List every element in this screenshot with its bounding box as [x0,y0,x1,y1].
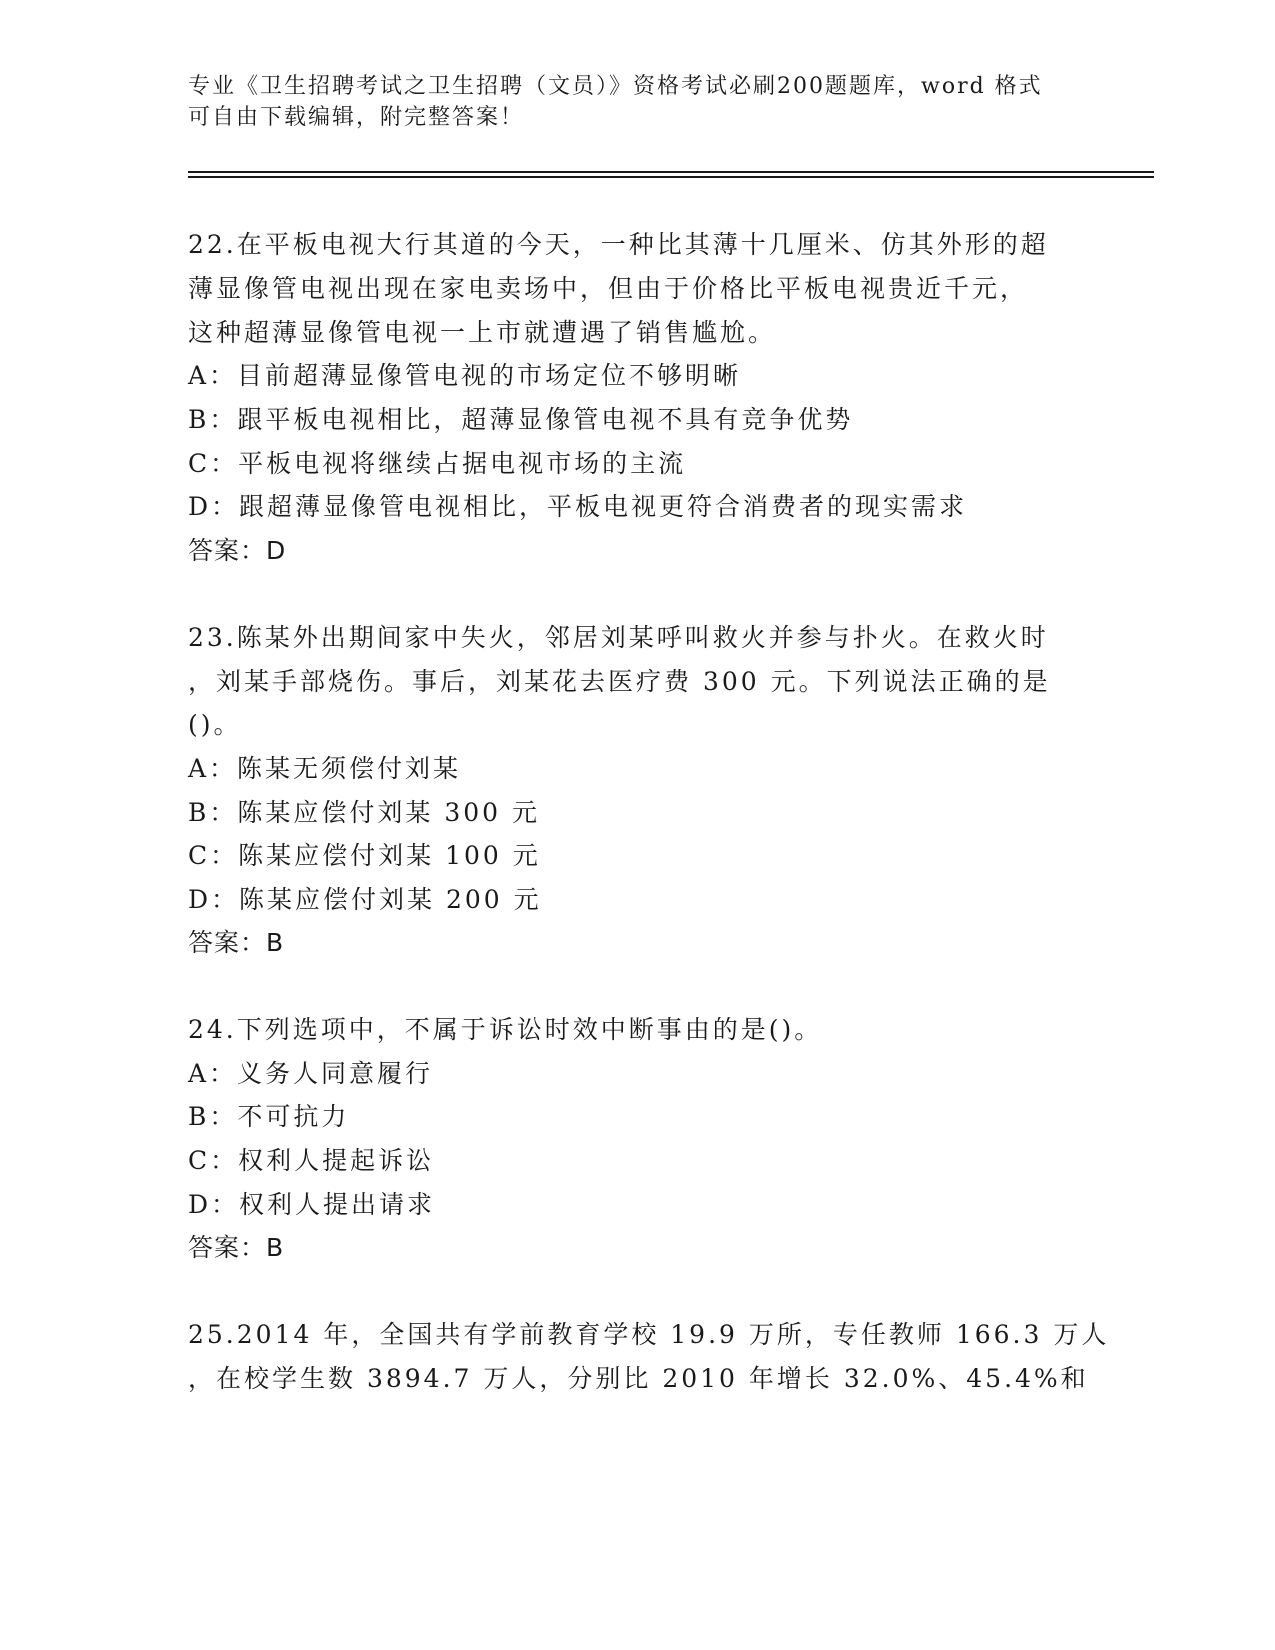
question-stem-line: ，刘某手部烧伤。事后，刘某花去医疗费 300 元。下列说法正确的是 [188,667,1051,696]
question-stem-line: 这种超薄显像管电视一上市就遭遇了销售尴尬。 [188,318,777,347]
option-b: B：跟平板电视相比，超薄显像管电视不具有竞争优势 [188,405,854,434]
option-d: D：陈某应偿付刘某 200 元 [188,885,542,914]
answer-label: 答案：D [188,536,287,565]
header-title-line-2: 可自由下载编辑，附完整答案！ [188,105,525,130]
option-c: C：权利人提起诉讼 [188,1146,435,1175]
question-stem-line: 25.2014 年，全国共有学前教育学校 19.9 万所，专任教师 166.3 万人 [188,1320,1110,1349]
answer-label: 答案：B [188,1233,285,1262]
question-stem-line: ，在校学生数 3894.7 万人，分别比 2010 年增长 32.0%、45.4%和 [188,1364,1089,1393]
option-d: D：跟超薄显像管电视相比，平板电视更符合消费者的现实需求 [188,492,968,521]
question-stem-line: 薄显像管电视出现在家电卖场中，但由于价格比平板电视贵近千元， [188,274,1029,303]
option-b: B：陈某应偿付刘某 300 元 [188,798,540,827]
option-a: A：陈某无须偿付刘某 [188,754,462,783]
option-d: D：权利人提出请求 [188,1190,436,1219]
option-c: C：平板电视将继续占据电视市场的主流 [188,449,687,478]
question-stem-line: 22.在平板电视大行其道的今天，一种比其薄十几厘米、仿其外形的超 [188,230,1049,259]
question-stem-line: ()。 [188,710,242,739]
answer-label: 答案：B [188,928,285,957]
option-b: B：不可抗力 [188,1102,350,1131]
option-c: C：陈某应偿付刘某 100 元 [188,841,541,870]
header-divider-top [188,171,1154,173]
question-stem-line: 23.陈某外出期间家中失火，邻居刘某呼叫救火并参与扑火。在救火时 [188,623,1049,652]
option-a: A：目前超薄显像管电视的市场定位不够明晰 [188,361,742,390]
header-title-line-1: 专业《卫生招聘考试之卫生招聘（文员）》资格考试必刷200题题库，word 格式 [188,74,1043,99]
option-a: A：义务人同意履行 [188,1059,434,1088]
header-divider-bottom [188,176,1154,178]
question-stem-line: 24.下列选项中，不属于诉讼时效中断事由的是()。 [188,1015,823,1044]
